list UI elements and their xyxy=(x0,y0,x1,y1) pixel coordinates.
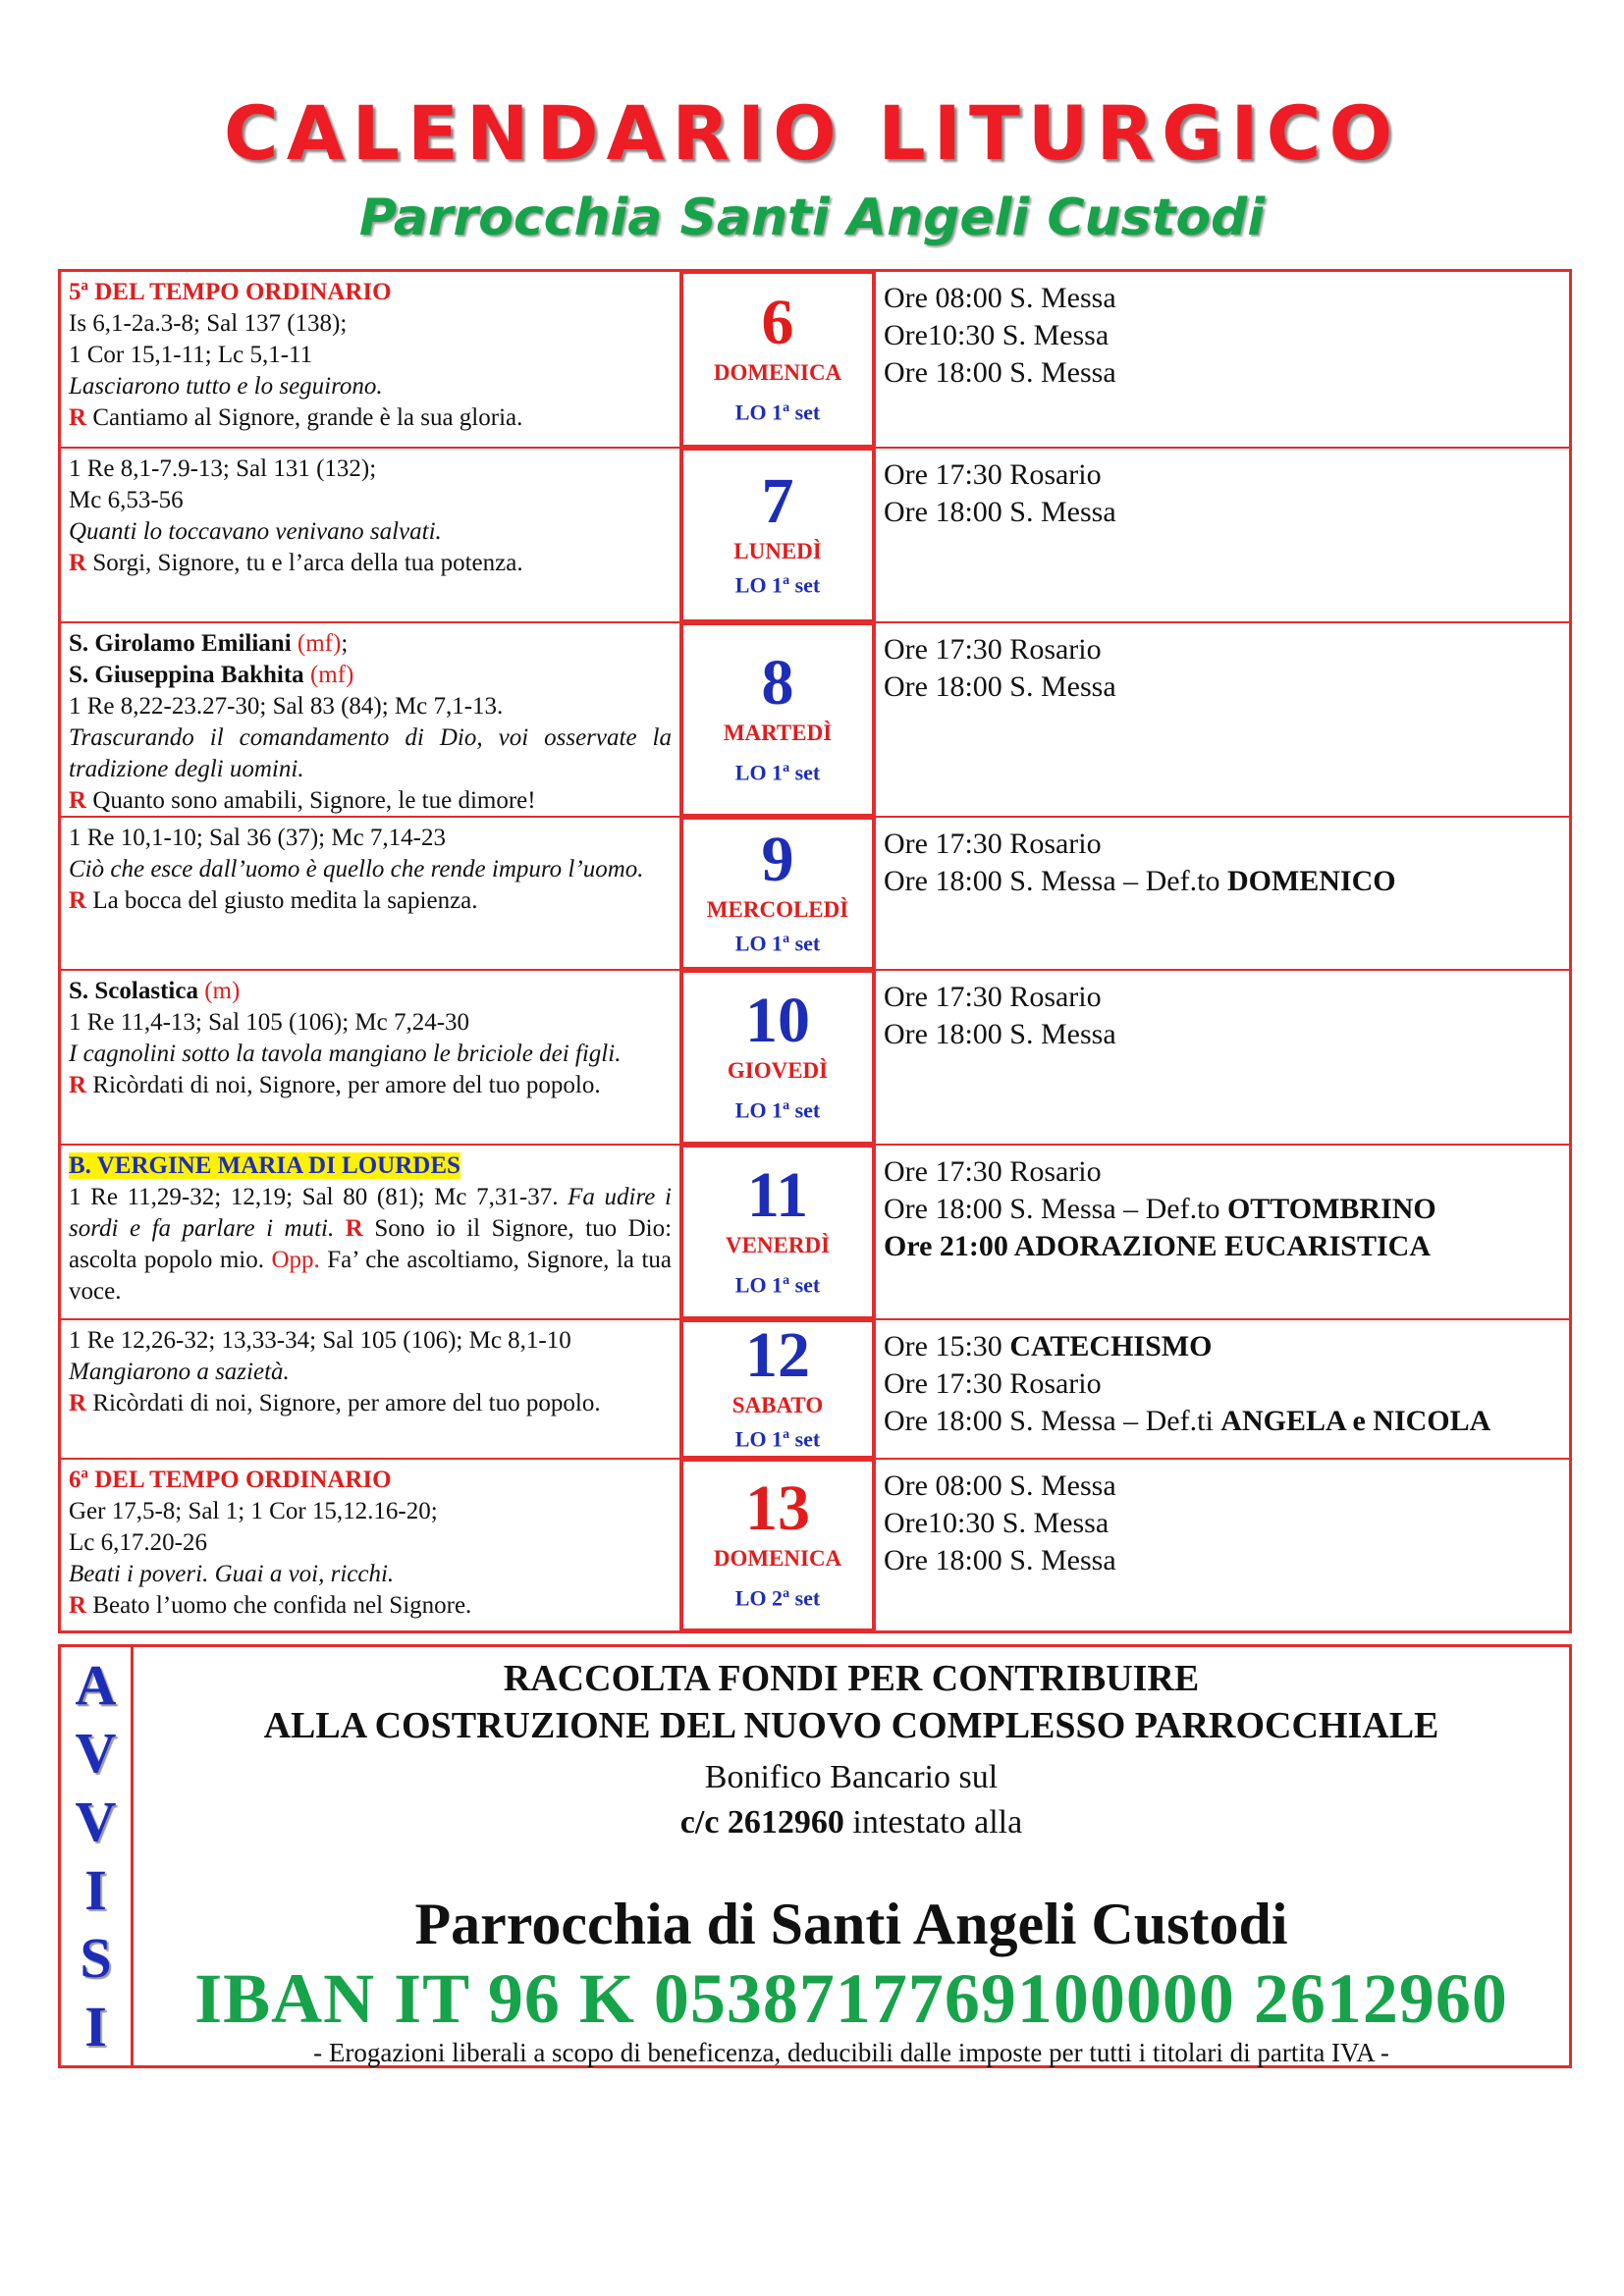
day-box xyxy=(679,270,876,449)
avvisi-vertical-label xyxy=(61,1647,134,2065)
feast-title: 6ª DEL TEMPO ORDINARIO xyxy=(69,1467,392,1493)
schedule-cell xyxy=(876,1146,1569,1318)
reading-refs: 1 Re 11,4-13; Sal 105 (106); Mc 7,24-30 xyxy=(69,1009,470,1036)
saint-line: S. Giuseppina Bakhita (mf) xyxy=(69,662,354,688)
schedule-item: Ore 17:30 Rosario xyxy=(884,981,1102,1013)
schedule-item: Ore 17:30 Rosario xyxy=(884,458,1102,491)
gospel-quote: Quanti lo toccavano venivano salvati. xyxy=(69,518,442,545)
calendar-row xyxy=(61,449,1569,623)
day-name: DOMENICA xyxy=(713,1545,842,1571)
schedule-item: Ore 17:30 Rosario xyxy=(884,1367,1102,1400)
day-name: MARTEDÌ xyxy=(723,720,833,745)
schedule-item: Ore 18:00 S. Messa – Def.to DOMENICO xyxy=(884,865,1396,897)
day-box xyxy=(679,447,876,623)
avvisi-content xyxy=(134,1647,1569,2065)
tax-deduction-note: - Erogazioni liberali a scopo di beneficenza, deducibili dalle imposte per tutti i titolari di partita IVA - xyxy=(313,2038,1389,2067)
page-title: CALENDARIO LITURGICO xyxy=(223,89,1401,177)
day-name: DOMENICA xyxy=(713,359,842,385)
day-number: 11 xyxy=(746,1158,809,1231)
psalm-response: R Ricòrdati di noi, Signore, per amore del tuo popolo. xyxy=(69,1072,601,1098)
page-subtitle: Parrocchia Santi Angeli Custodi xyxy=(358,188,1266,247)
schedule-item: Ore 17:30 Rosario xyxy=(884,633,1102,666)
psalm-response: R Sorgi, Signore, tu e l’arca della tua potenza. xyxy=(69,550,523,576)
schedule-item: Ore 18:00 S. Messa xyxy=(884,670,1116,703)
calendar-row xyxy=(61,818,1569,971)
day-number: 6 xyxy=(761,286,794,358)
day-box xyxy=(679,969,876,1146)
calendar-row xyxy=(61,971,1569,1146)
day-name: LUNEDÌ xyxy=(733,538,822,563)
reading-refs: 1 Re 8,22-23.27-30; Sal 83 (84); Mc 7,1-13. xyxy=(69,693,504,720)
avvisi-letter: V xyxy=(75,1721,117,1786)
day-number: 9 xyxy=(761,823,794,895)
psalm-response: R Ricòrdati di noi, Signore, per amore del tuo popolo. xyxy=(69,1390,601,1416)
day-number: 7 xyxy=(761,464,794,537)
readings-cell xyxy=(61,272,679,447)
readings-cell xyxy=(61,1320,679,1458)
day-box xyxy=(679,1318,876,1460)
schedule-item: Ore 17:30 Rosario xyxy=(884,828,1102,860)
day-number: 12 xyxy=(745,1318,810,1391)
saint-line: S. Girolamo Emiliani (mf); xyxy=(69,630,349,657)
schedule-item: Ore 18:00 S. Messa xyxy=(884,1544,1116,1576)
day-name: SABATO xyxy=(731,1392,824,1417)
readings-cell xyxy=(61,1146,679,1318)
reading-refs: Lc 6,17.20-26 xyxy=(69,1529,207,1556)
calendar-table xyxy=(58,269,1572,1633)
iban-code: IBAN IT 96 K 0538717769100000 2612960 xyxy=(194,1959,1508,2038)
schedule-cell xyxy=(876,1320,1569,1458)
calendar-row xyxy=(61,1146,1569,1320)
bank-transfer-label: Bonifico Bancario sul xyxy=(704,1759,999,1795)
schedule-item: Ore 18:00 S. Messa – Def.to OTTOMBRINO xyxy=(884,1193,1436,1225)
schedule-item: Ore 18:00 S. Messa xyxy=(884,356,1116,389)
day-number: 8 xyxy=(761,646,794,719)
schedule-item: Ore10:30 S. Messa xyxy=(884,319,1110,351)
calendar-row xyxy=(61,272,1569,449)
reading-refs: Mc 6,53-56 xyxy=(69,487,184,513)
day-name: MERCOLEDÌ xyxy=(706,896,849,922)
fundraising-heading: RACCOLTA FONDI PER CONTRIBUIRE ALLA COSTRUZIONE DEL NUOVO COMPLESSO PARROCCHIALE xyxy=(263,1658,1439,1746)
liturgy-hours-week: LO 1$^a$ set xyxy=(734,760,821,785)
avvisi-letter: S xyxy=(80,1926,112,1991)
avvisi-letter: A xyxy=(75,1652,117,1717)
gospel-quote: Trascurando il comandamento di Dio, voi osservate la tradizione degli uomini. xyxy=(69,724,672,782)
readings-cell xyxy=(61,1460,679,1630)
avvisi-letter: I xyxy=(84,1857,107,1922)
avvisi-box xyxy=(58,1644,1572,2068)
psalm-response: R La bocca del giusto medita la sapienza. xyxy=(69,887,478,914)
schedule-cell xyxy=(876,449,1569,621)
schedule-item: Ore 18:00 S. Messa xyxy=(884,496,1116,528)
calendar-row xyxy=(61,1320,1569,1460)
schedule-cell xyxy=(876,971,1569,1144)
psalm-response: R Beato l’uomo che confida nel Signore. xyxy=(69,1592,472,1619)
psalm-response: R Cantiamo al Signore, grande è la sua gloria. xyxy=(69,404,523,431)
gospel-quote: I cagnolini sotto la tavola mangiano le briciole dei figli. xyxy=(69,1041,622,1067)
reading-text: 1 Re 11,29-32; 12,19; Sal 80 (81); Mc 7,31-37. Fa udire i sordi e fa parlare i muti. R Sono io il Signore, tuo Dio: ascolta popolo mio. Opp. Fa’ che ascoltiamo, Signore, la tua voce. xyxy=(69,1184,673,1305)
gospel-quote: Mangiarono a sazietà. xyxy=(69,1359,290,1385)
gospel-quote: Lasciarono tutto e lo seguirono. xyxy=(69,373,383,400)
schedule-cell xyxy=(876,1460,1569,1630)
day-box xyxy=(679,816,876,971)
day-box xyxy=(679,1458,876,1632)
day-box xyxy=(679,621,876,818)
liturgy-hours-week: LO 2$^a$ set xyxy=(734,1585,821,1611)
schedule-item: Ore 08:00 S. Messa xyxy=(884,282,1116,314)
bank-account-line: c/c 2612960 intestato alla xyxy=(679,1804,1023,1841)
reading-refs: Ger 17,5-8; Sal 1; 1 Cor 15,12.16-20; xyxy=(69,1498,438,1524)
schedule-cell xyxy=(876,272,1569,447)
schedule-cell xyxy=(876,623,1569,816)
reading-refs: Is 6,1-2a.3-8; Sal 137 (138); xyxy=(69,310,348,337)
schedule-item: Ore 18:00 S. Messa – Def.ti ANGELA e NICOLA xyxy=(884,1405,1491,1437)
feast-title: 5ª DEL TEMPO ORDINARIO xyxy=(69,279,392,305)
day-name: GIOVEDÌ xyxy=(727,1057,829,1083)
schedule-item: Ore 08:00 S. Messa xyxy=(884,1469,1116,1502)
liturgy-hours-week: LO 1$^a$ set xyxy=(734,572,821,598)
liturgy-hours-week: LO 1$^a$ set xyxy=(734,931,821,956)
day-number: 13 xyxy=(745,1471,810,1544)
reading-refs: 1 Re 10,1-10; Sal 36 (37); Mc 7,14-23 xyxy=(69,825,446,851)
reading-refs: 1 Re 8,1-7.9-13; Sal 131 (132); xyxy=(69,455,377,482)
liturgy-hours-week: LO 1$^a$ set xyxy=(734,1097,821,1123)
readings-cell xyxy=(61,971,679,1144)
liturgy-hours-week: LO 1$^a$ set xyxy=(734,1272,821,1298)
day-box xyxy=(679,1144,876,1320)
day-number: 10 xyxy=(745,984,810,1056)
calendar-row xyxy=(61,623,1569,818)
gospel-quote: Ciò che esce dall’uomo è quello che rende impuro l’uomo. xyxy=(69,856,644,882)
psalm-response: R Quanto sono amabili, Signore, le tue dimore! xyxy=(69,787,536,814)
readings-cell xyxy=(61,623,679,816)
day-name: VENERDÌ xyxy=(725,1232,831,1257)
liturgy-hours-week: LO 1$^a$ set xyxy=(734,1426,821,1452)
feast-title: B. VERGINE MARIA DI LOURDES xyxy=(69,1152,460,1179)
schedule-item: Ore 17:30 Rosario xyxy=(884,1155,1102,1188)
liturgy-hours-week: LO 1$^a$ set xyxy=(734,400,821,425)
calendar-row xyxy=(61,1460,1569,1630)
avvisi-letter: V xyxy=(75,1789,117,1854)
reading-refs: 1 Cor 15,1-11; Lc 5,1-11 xyxy=(69,342,313,368)
schedule-item: Ore10:30 S. Messa xyxy=(884,1507,1110,1539)
readings-cell xyxy=(61,449,679,621)
avvisi-letter: I xyxy=(84,1995,107,2059)
saint-line: S. Scolastica (m) xyxy=(69,978,241,1004)
schedule-item: Ore 15:30 CATECHISMO xyxy=(884,1330,1213,1362)
reading-refs: 1 Re 12,26-32; 13,33-34; Sal 105 (106); Mc 8,1-10 xyxy=(69,1327,571,1354)
schedule-cell xyxy=(876,818,1569,969)
gospel-quote: Beati i poveri. Guai a voi, ricchi. xyxy=(69,1561,395,1587)
schedule-item: Ore 21:00 ADORAZIONE EUCARISTICA xyxy=(884,1230,1431,1262)
readings-cell xyxy=(61,818,679,969)
schedule-item: Ore 18:00 S. Messa xyxy=(884,1018,1116,1050)
account-holder: Parrocchia di Santi Angeli Custodi xyxy=(414,1892,1288,1956)
